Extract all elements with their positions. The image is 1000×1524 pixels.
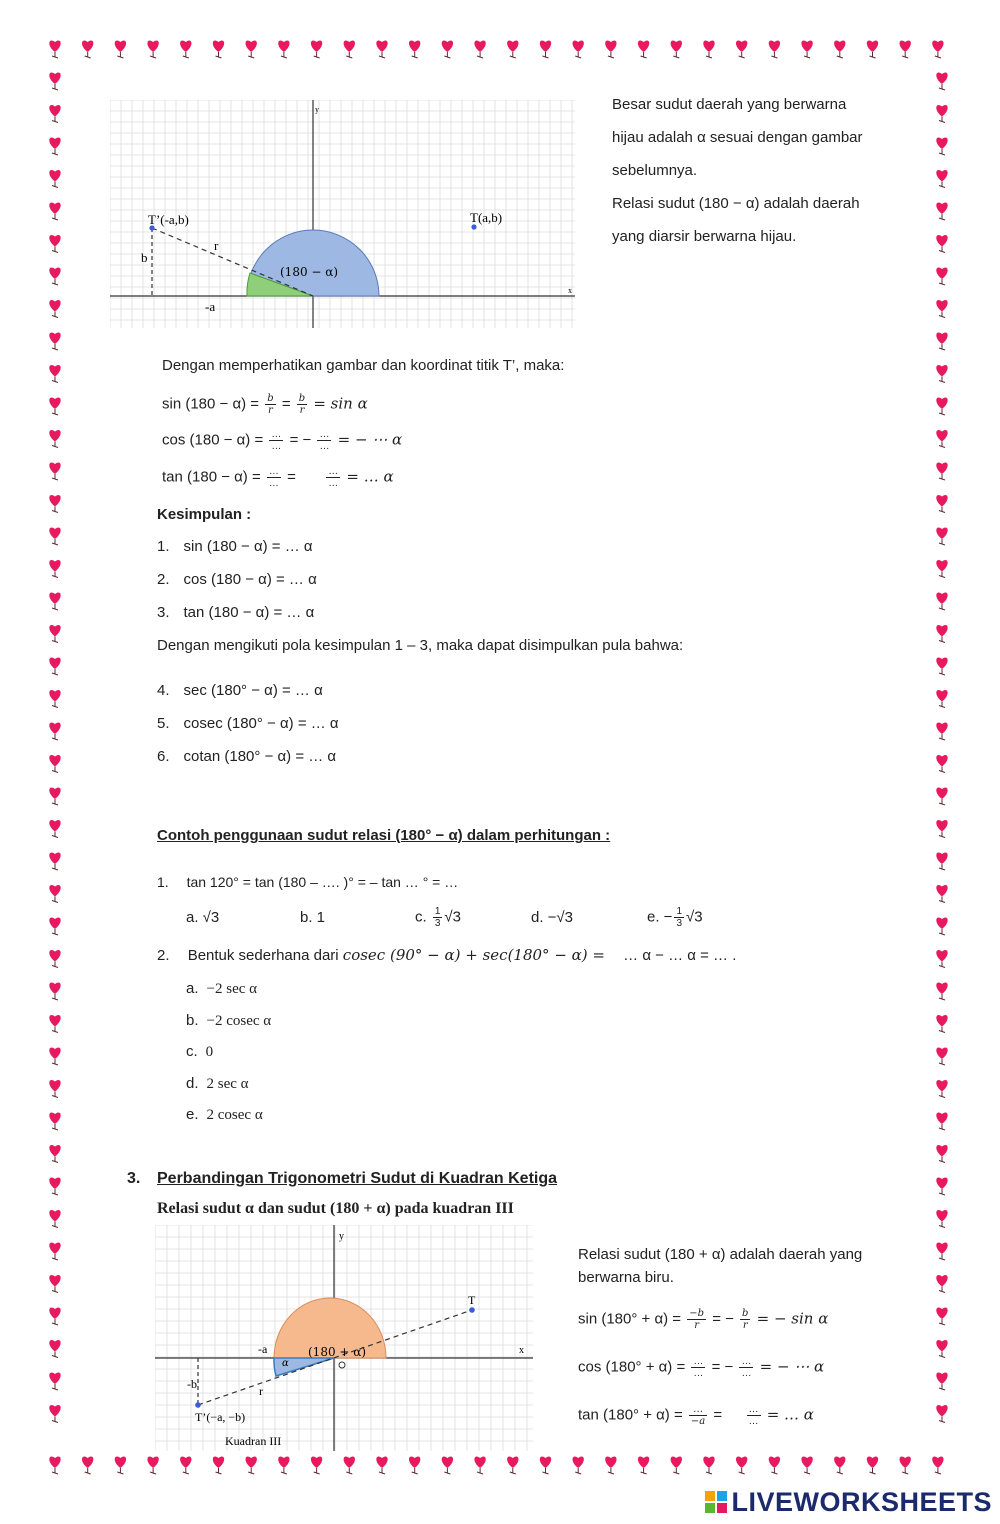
heart-icon xyxy=(936,950,947,968)
heart-icon xyxy=(213,1456,224,1474)
axis-y-label: y xyxy=(315,105,319,114)
heart-icon xyxy=(936,852,947,870)
heart-icon xyxy=(49,1145,60,1163)
heart-icon xyxy=(936,722,947,740)
heart-icon xyxy=(936,267,947,285)
option-letter: b. xyxy=(186,1011,199,1029)
side2-cos xyxy=(578,1356,824,1379)
s2-tan-lhs: tan (180° + α) = xyxy=(578,1406,683,1424)
side1-line: sebelumnya. xyxy=(612,162,698,179)
heart-icon xyxy=(867,40,878,58)
heart-icon xyxy=(936,170,947,188)
cos-lhs: cos (180 − α) = xyxy=(162,431,264,449)
q2-option[interactable] xyxy=(186,1074,249,1094)
heart-icon xyxy=(442,1456,453,1474)
option-letter: e. xyxy=(186,1106,199,1123)
heart-icon xyxy=(671,40,682,58)
conclusion-item xyxy=(157,537,313,557)
heart-icon xyxy=(932,1456,943,1474)
option-letter: d. xyxy=(186,1074,199,1092)
s2-sin-rhs: = − sin α xyxy=(756,1309,829,1328)
sin-num2: b xyxy=(298,393,306,404)
heart-icon xyxy=(936,1112,947,1130)
heart-icon xyxy=(442,40,453,58)
heart-icon xyxy=(638,1456,649,1474)
heart-icon xyxy=(49,755,60,773)
heart-icon xyxy=(49,1340,60,1358)
s2-cos-rhs: = − ⋯ α xyxy=(759,1357,825,1376)
heart-icon xyxy=(703,1456,714,1474)
heart-icon xyxy=(311,40,322,58)
heart-icon xyxy=(936,787,947,805)
s2-tan-mid: = xyxy=(713,1406,723,1424)
angle-label-2: (180 + α) xyxy=(308,1345,367,1359)
heart-icon xyxy=(49,950,60,968)
heart-icon xyxy=(936,820,947,838)
label-t-2: T xyxy=(468,1293,476,1307)
logo-text: LIVEWORKSHEETS xyxy=(731,1487,992,1517)
heart-icon xyxy=(376,1456,387,1474)
heart-icon xyxy=(246,1456,257,1474)
cos-relation xyxy=(162,429,402,452)
q1-text: tan 120° = tan (180 – …. )° = – tan … ° = … xyxy=(186,874,459,890)
heart-icon xyxy=(49,137,60,155)
conclusion-item xyxy=(157,714,339,734)
question-2 xyxy=(157,945,736,966)
heart-icon xyxy=(936,1405,947,1423)
heart-icon xyxy=(49,1456,60,1474)
sin-lhs: sin (180 − α) = xyxy=(162,395,260,413)
sin-den2: r xyxy=(299,405,305,416)
side1-line: hijau adalah α sesuai dengan gambar xyxy=(612,129,863,146)
item-text: cotan (180° − α) = … α xyxy=(183,748,337,765)
q2-number: 2. xyxy=(157,947,170,964)
heart-icon xyxy=(49,1210,60,1228)
heart-icon xyxy=(278,40,289,58)
label-neg-a: -a xyxy=(205,299,216,314)
q1-c-den: 3 xyxy=(434,918,441,929)
intro-text: Dengan memperhatikan gambar dan koordinat titik T’, maka: xyxy=(162,357,565,374)
q2-text-math: cosec (90° − α) + sec(180° − α) = xyxy=(342,946,605,964)
item-text: cosec (180° − α) = … α xyxy=(183,715,339,732)
label-b: b xyxy=(141,250,148,265)
conclusion-item xyxy=(157,570,317,590)
pattern-text: Dengan mengikuti pola kesimpulan 1 – 3, maka dapat disimpulkan pula bahwa: xyxy=(157,637,684,654)
s2-cos-den2: … xyxy=(741,1368,752,1379)
heart-icon xyxy=(49,72,60,90)
q1-number: 1. xyxy=(157,874,169,890)
heart-icon xyxy=(49,852,60,870)
q1-c-num: 1 xyxy=(434,906,441,917)
q1-option-e[interactable] xyxy=(647,906,703,929)
heart-icon xyxy=(936,365,947,383)
tan-den2: … xyxy=(328,478,339,489)
q1-option-d[interactable]: d. −√3 xyxy=(531,909,574,926)
heart-icon xyxy=(736,1456,747,1474)
heart-icon xyxy=(49,885,60,903)
sin-den1: r xyxy=(268,405,273,416)
item-text: sin (180 − α) = … α xyxy=(183,538,313,555)
item-number: 2. xyxy=(157,571,170,588)
heart-icon xyxy=(82,1456,93,1474)
side1-line: Relasi sudut (180 − α) adalah daerah xyxy=(612,195,860,212)
point-t-2 xyxy=(469,1307,475,1313)
heart-icon xyxy=(49,820,60,838)
heart-icon xyxy=(49,657,60,675)
option-value: 0 xyxy=(205,1044,214,1060)
heart-icon xyxy=(769,40,780,58)
heart-icon xyxy=(49,787,60,805)
q1-e-sqrt: √3 xyxy=(686,908,703,926)
logo-icon xyxy=(705,1491,727,1513)
item-text: cos (180 − α) = … α xyxy=(183,571,317,588)
q1-option-a[interactable]: a. √3 xyxy=(186,909,220,926)
axis-x-label-2: x xyxy=(519,1345,524,1356)
heart-icon xyxy=(49,527,60,545)
heart-icon xyxy=(936,755,947,773)
axis-x-label: x xyxy=(568,286,572,295)
heart-icon xyxy=(936,430,947,448)
heart-icon xyxy=(49,982,60,1000)
cos-rhs: = − ⋯ α xyxy=(337,430,403,449)
option-value: 2 cosec α xyxy=(206,1107,263,1123)
q1-e-label: e. − xyxy=(647,908,673,926)
s2-tan-den: −a xyxy=(690,1416,706,1427)
heart-icon xyxy=(49,1275,60,1293)
heart-icon xyxy=(49,300,60,318)
s2-sin-den2: r xyxy=(742,1320,748,1331)
heart-icon xyxy=(213,40,224,58)
label-t: T(a,b) xyxy=(470,210,503,225)
heart-icon xyxy=(409,40,420,58)
kesimpulan-title: Kesimpulan : xyxy=(157,506,252,523)
liveworksheets-logo[interactable] xyxy=(705,1487,992,1518)
tan-den1: … xyxy=(268,478,279,489)
heart-icon xyxy=(49,235,60,253)
q2-option[interactable] xyxy=(186,1042,213,1062)
heart-icon xyxy=(834,1456,845,1474)
heart-icon xyxy=(49,462,60,480)
option-value: −2 sec α xyxy=(206,981,257,997)
heart-icon xyxy=(867,1456,878,1474)
side2-line1: Relasi sudut (180 + α) adalah daerah yang xyxy=(578,1246,863,1263)
diagram-quadrant-three xyxy=(155,1225,535,1453)
label-alpha: α xyxy=(282,1358,289,1369)
tan-lhs: tan (180 − α) = xyxy=(162,468,261,486)
s2-cos-num2: … xyxy=(741,1356,752,1367)
heart-icon xyxy=(801,40,812,58)
heart-icon xyxy=(801,1456,812,1474)
heart-icon xyxy=(671,1456,682,1474)
option-value: 2 sec α xyxy=(206,1075,249,1092)
heart-icon xyxy=(936,982,947,1000)
conclusion-item xyxy=(157,681,323,701)
side1-line: Besar sudut daerah yang berwarna xyxy=(612,96,847,113)
q2-option[interactable] xyxy=(186,979,257,999)
tan-mid: = xyxy=(287,468,296,486)
angle-label: (180 − α) xyxy=(280,265,339,279)
conclusion-item xyxy=(157,603,314,623)
heart-icon xyxy=(936,527,947,545)
heart-icon xyxy=(311,1456,322,1474)
heart-icon xyxy=(638,40,649,58)
sin-eq: = xyxy=(281,395,291,413)
cos-num2: … xyxy=(319,429,330,440)
s2-cos-lhs: cos (180° + α) = xyxy=(578,1358,686,1376)
option-letter: a. xyxy=(186,980,199,997)
heart-icon xyxy=(49,430,60,448)
s2-tan-num2: … xyxy=(748,1404,759,1415)
side-explanation-1 xyxy=(612,88,912,253)
q1-e-num: 1 xyxy=(676,906,682,917)
heart-icon xyxy=(49,332,60,350)
heart-icon xyxy=(936,235,947,253)
item-number: 4. xyxy=(157,682,170,699)
q2-option[interactable] xyxy=(186,1105,263,1125)
heart-icon xyxy=(49,592,60,610)
tan-rhs: = … α xyxy=(346,467,394,486)
sin-num1: b xyxy=(267,393,274,404)
cos-den2: … xyxy=(319,441,330,452)
heart-icon xyxy=(936,1080,947,1098)
side2-line2: berwarna biru. xyxy=(578,1269,674,1286)
heart-icon xyxy=(49,722,60,740)
item-number: 3. xyxy=(157,604,170,621)
heart-icon xyxy=(736,40,747,58)
s2-sin-num2: b xyxy=(742,1308,749,1319)
s2-tan-rhs: = … α xyxy=(766,1405,814,1424)
s2-tan-num: … xyxy=(689,1404,707,1416)
heart-icon xyxy=(936,917,947,935)
heart-icon xyxy=(936,462,947,480)
item-number: 5. xyxy=(157,715,170,732)
heart-icon xyxy=(936,72,947,90)
s2-sin-lhs: sin (180° + α) = xyxy=(578,1310,682,1328)
q1-c-label: c. xyxy=(415,908,427,926)
heart-icon xyxy=(49,560,60,578)
heart-icon xyxy=(507,40,518,58)
heart-icon xyxy=(507,1456,518,1474)
cos-mid: = − xyxy=(289,431,312,449)
heart-icon xyxy=(49,1242,60,1260)
section-3-number: 3. xyxy=(127,1170,141,1187)
heart-icon xyxy=(932,40,943,58)
q2-text-post: … α − … α = … . xyxy=(623,947,737,964)
heart-icon xyxy=(605,1456,616,1474)
s2-cos-mid: = − xyxy=(711,1358,734,1376)
q1-c-sqrt: √3 xyxy=(444,908,461,926)
question-1 xyxy=(157,872,458,892)
origin-circle xyxy=(339,1362,345,1368)
heart-icon xyxy=(49,1405,60,1423)
heart-icon xyxy=(278,1456,289,1474)
heart-icon xyxy=(936,625,947,643)
label-neg-b: -b xyxy=(187,1377,197,1391)
point-t xyxy=(471,224,476,229)
sin-relation xyxy=(162,393,368,416)
side2-sin xyxy=(578,1308,828,1331)
heart-icon xyxy=(49,365,60,383)
heart-icon xyxy=(703,40,714,58)
heart-icon xyxy=(115,1456,126,1474)
heart-icon xyxy=(49,105,60,123)
heart-icon xyxy=(49,202,60,220)
tan-num2: … xyxy=(328,466,339,477)
q1-option-b[interactable]: b. 1 xyxy=(300,909,326,926)
label-neg-a-2: -a xyxy=(258,1342,268,1356)
item-number: 6. xyxy=(157,748,170,765)
label-r-2: r xyxy=(259,1384,263,1398)
heart-icon xyxy=(936,137,947,155)
heart-icon xyxy=(147,1456,158,1474)
cos-den1: … xyxy=(271,441,282,452)
diagram-quadrant-two xyxy=(110,100,580,330)
q1-e-den: 3 xyxy=(676,918,682,929)
heart-icon xyxy=(936,1340,947,1358)
heart-icon xyxy=(936,397,947,415)
q1-option-c[interactable] xyxy=(415,906,461,929)
s2-sin-num: −b xyxy=(689,1308,705,1319)
heart-icon xyxy=(147,40,158,58)
side2-tan xyxy=(578,1404,814,1427)
label-r: r xyxy=(214,238,219,253)
heart-icon xyxy=(49,40,60,58)
heart-icon xyxy=(49,1112,60,1130)
heart-icon xyxy=(49,1015,60,1033)
option-letter: c. xyxy=(186,1043,198,1060)
axis-y-label-2: y xyxy=(339,1231,344,1242)
sin-rhs: = sin α xyxy=(313,394,368,413)
heart-icon xyxy=(936,1047,947,1065)
heart-icon xyxy=(900,1456,911,1474)
heart-icon xyxy=(180,40,191,58)
heart-icon xyxy=(936,300,947,318)
heart-icon xyxy=(49,495,60,513)
heart-icon xyxy=(936,332,947,350)
heart-icon xyxy=(49,170,60,188)
heart-icon xyxy=(769,1456,780,1474)
q2-option[interactable] xyxy=(186,1011,271,1031)
heart-icon xyxy=(49,1372,60,1390)
heart-icon xyxy=(573,1456,584,1474)
heart-icon xyxy=(49,690,60,708)
heart-icon xyxy=(936,657,947,675)
heart-icon xyxy=(246,40,257,58)
section-3-subtitle: Relasi sudut α dan sudut (180 + α) pada kuadran III xyxy=(157,1200,514,1217)
heart-icon xyxy=(936,105,947,123)
heart-icon xyxy=(936,885,947,903)
s2-cos-den: … xyxy=(693,1368,704,1379)
item-text: tan (180 − α) = … α xyxy=(183,604,315,621)
tan-relation xyxy=(162,466,394,489)
example-title: Contoh penggunaan sudut relasi (180° − α) dalam perhitungan : xyxy=(157,827,611,844)
quadrant-label: Kuadran III xyxy=(225,1434,282,1448)
heart-icon xyxy=(540,40,551,58)
heart-icon xyxy=(936,495,947,513)
heart-icon xyxy=(115,40,126,58)
tan-num1: … xyxy=(268,466,279,477)
conclusion-item xyxy=(157,747,336,767)
heart-icon xyxy=(936,1145,947,1163)
heart-icon xyxy=(936,1015,947,1033)
heart-icon xyxy=(49,1047,60,1065)
heart-icon xyxy=(474,40,485,58)
side1-line: yang diarsir berwarna hijau. xyxy=(612,228,797,245)
heart-icon xyxy=(936,560,947,578)
heart-icon xyxy=(49,917,60,935)
label-t-prime: T’(-a,b) xyxy=(148,212,189,227)
heart-icon xyxy=(936,1210,947,1228)
heart-icon xyxy=(900,40,911,58)
heart-icon xyxy=(49,1177,60,1195)
heart-icon xyxy=(344,40,355,58)
heart-icon xyxy=(573,40,584,58)
heart-icon xyxy=(474,1456,485,1474)
s2-sin-mid: = − xyxy=(712,1310,734,1328)
s2-sin-den: r xyxy=(694,1320,700,1331)
heart-icon xyxy=(936,592,947,610)
point-t-prime-2 xyxy=(195,1402,201,1408)
heart-icon xyxy=(834,40,845,58)
heart-icon xyxy=(936,1242,947,1260)
item-text: sec (180° − α) = … α xyxy=(183,682,323,699)
heart-icon xyxy=(49,267,60,285)
heart-icon xyxy=(936,1307,947,1325)
s2-tan-den2: … xyxy=(748,1416,759,1427)
s2-cos-num: … xyxy=(693,1356,704,1367)
heart-icon xyxy=(936,1177,947,1195)
heart-icon xyxy=(936,1372,947,1390)
heart-icon xyxy=(936,202,947,220)
heart-icon xyxy=(936,690,947,708)
q2-text-pre: Bentuk sederhana dari xyxy=(187,947,339,964)
heart-icon xyxy=(82,40,93,58)
heart-icon xyxy=(49,1307,60,1325)
option-value: −2 cosec α xyxy=(206,1012,272,1029)
heart-icon xyxy=(540,1456,551,1474)
heart-icon xyxy=(49,625,60,643)
heart-icon xyxy=(49,1080,60,1098)
heart-icon xyxy=(49,397,60,415)
heart-icon xyxy=(180,1456,191,1474)
heart-icon xyxy=(344,1456,355,1474)
label-t-prime-2: T’(−a, −b) xyxy=(195,1410,246,1424)
heart-icon xyxy=(376,40,387,58)
item-number: 1. xyxy=(157,538,170,555)
cos-num1: … xyxy=(271,429,282,440)
section-3-title: Perbandingan Trigonometri Sudut di Kuadran Ketiga xyxy=(157,1170,558,1187)
heart-icon xyxy=(605,40,616,58)
heart-icon xyxy=(936,1275,947,1293)
heart-icon xyxy=(409,1456,420,1474)
